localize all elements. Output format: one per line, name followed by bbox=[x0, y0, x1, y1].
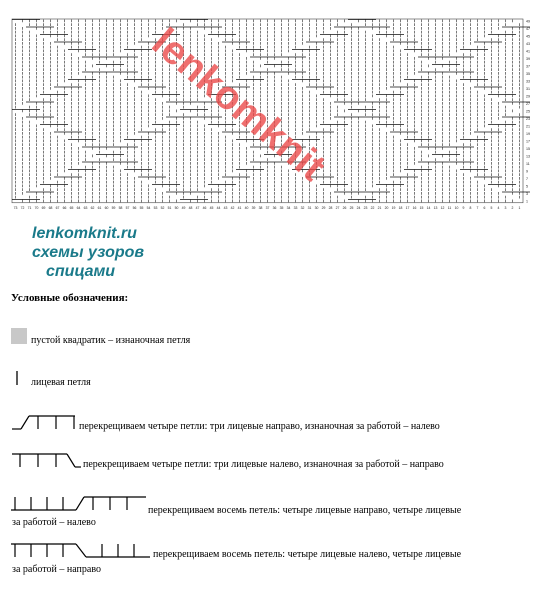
column-number-label: 8 bbox=[469, 205, 472, 210]
column-number-label: 36 bbox=[272, 205, 277, 210]
legend-title: Условные обозначения: bbox=[11, 292, 129, 304]
legend-text-cross-8-right-cont: за работой – налево bbox=[12, 517, 96, 528]
cross-8-left-icon bbox=[10, 541, 155, 559]
row-number-label: 9 bbox=[526, 169, 528, 174]
row-number-label: 39 bbox=[526, 57, 530, 61]
row-number-label: 27 bbox=[526, 102, 530, 106]
column-number-label: 44 bbox=[216, 205, 221, 210]
column-number-label: 4 bbox=[497, 205, 500, 210]
row-number-label: 23 bbox=[526, 117, 530, 121]
column-number-label: 19 bbox=[391, 205, 396, 210]
brand-subtitle: схемы узоров bbox=[32, 244, 145, 261]
row-number-label: 37 bbox=[526, 64, 530, 69]
row-number-label: 21 bbox=[526, 124, 530, 129]
column-number-label: 15 bbox=[419, 205, 424, 210]
column-number-label: 45 bbox=[209, 205, 214, 210]
row-number-label: 25 bbox=[526, 109, 530, 114]
row-number-label: 5 bbox=[526, 184, 528, 189]
column-number-label: 62 bbox=[90, 205, 95, 210]
column-number-label: 61 bbox=[97, 205, 102, 210]
column-number-label: 69 bbox=[41, 205, 46, 210]
row-number-label: 17 bbox=[526, 139, 530, 144]
column-number-label: 25 bbox=[349, 205, 354, 210]
brand-url: lenkomknit.ru bbox=[32, 225, 137, 242]
column-number-label: 53 bbox=[153, 205, 158, 210]
column-number-label: 33 bbox=[293, 205, 298, 210]
cross-4-left-icon bbox=[11, 451, 81, 469]
column-number-label: 48 bbox=[188, 205, 193, 210]
row-number-label: 15 bbox=[526, 147, 530, 151]
column-number-label: 11 bbox=[447, 205, 452, 210]
column-number-label: 29 bbox=[321, 205, 326, 210]
column-number-label: 43 bbox=[223, 205, 228, 210]
row-number-label: 13 bbox=[526, 154, 530, 159]
row-number-label: 19 bbox=[526, 132, 530, 136]
column-number-label: 39 bbox=[251, 205, 256, 210]
column-number-label: 26 bbox=[342, 205, 347, 210]
column-number-label: 34 bbox=[286, 205, 291, 210]
column-number-label: 20 bbox=[384, 205, 389, 210]
column-number-label: 38 bbox=[258, 205, 263, 210]
purl-square-icon bbox=[11, 328, 27, 344]
row-number-label: 29 bbox=[526, 94, 530, 99]
column-number-label: 10 bbox=[454, 205, 459, 210]
column-number-label: 18 bbox=[398, 205, 403, 210]
cross-8-right-icon bbox=[10, 494, 150, 512]
brand-subtitle-2: спицами bbox=[46, 263, 116, 280]
legend-text-cross-8-left-cont: за работой – направо bbox=[12, 564, 101, 575]
column-number-label: 28 bbox=[328, 205, 333, 210]
column-number-label: 24 bbox=[356, 205, 361, 210]
column-number-label: 52 bbox=[160, 205, 165, 210]
row-number-label: 47 bbox=[526, 27, 530, 31]
column-number-label: 3 bbox=[504, 205, 507, 210]
row-number-label: 35 bbox=[526, 72, 530, 76]
watermark-text: lenkomknit bbox=[143, 20, 334, 190]
column-number-label: 6 bbox=[483, 205, 486, 210]
column-number-label: 63 bbox=[83, 205, 88, 210]
row-number-label: 7 bbox=[526, 177, 528, 181]
column-number-label: 49 bbox=[181, 205, 186, 210]
row-number-label: 33 bbox=[526, 79, 530, 84]
column-number-label: 47 bbox=[195, 205, 200, 210]
knit-stitch-icon bbox=[12, 370, 22, 386]
column-number-label: 17 bbox=[405, 205, 410, 210]
column-number-label: 64 bbox=[76, 205, 81, 210]
column-number-label: 73 bbox=[13, 205, 18, 210]
column-number-label: 1 bbox=[518, 205, 521, 210]
column-number-label: 41 bbox=[237, 205, 242, 210]
column-number-label: 5 bbox=[490, 205, 493, 210]
site-brand bbox=[32, 224, 144, 281]
column-number-label: 46 bbox=[202, 205, 207, 210]
column-number-label: 21 bbox=[377, 205, 382, 210]
column-number-label: 9 bbox=[462, 205, 465, 210]
legend-text-cross-8-left: перекрещиваем восемь петель: четыре лицевые налево, четыре лицевые bbox=[153, 549, 462, 560]
column-number-label: 31 bbox=[307, 205, 312, 210]
column-number-label: 30 bbox=[314, 205, 319, 210]
column-number-label: 7 bbox=[476, 205, 479, 210]
row-number-label: 3 bbox=[526, 192, 528, 196]
column-number-label: 51 bbox=[167, 205, 172, 210]
row-number-label: 31 bbox=[526, 87, 530, 91]
legend-text-cross-4-right: перекрещиваем четыре петли: три лицевые направо, изнаночная за работой – налево bbox=[79, 421, 440, 432]
row-number-label: 41 bbox=[526, 49, 530, 54]
column-number-label: 55 bbox=[139, 205, 144, 210]
column-number-label: 14 bbox=[426, 205, 431, 210]
column-number-label: 12 bbox=[440, 205, 445, 210]
column-number-label: 60 bbox=[104, 205, 109, 210]
legend-text-cross-8-right: перекрещиваем восемь петель: четыре лицевые направо, четыре лицевые bbox=[148, 505, 462, 516]
column-number-label: 23 bbox=[363, 205, 368, 210]
column-number-label: 13 bbox=[433, 205, 438, 210]
column-number-label: 57 bbox=[125, 205, 130, 210]
row-number-label: 1 bbox=[526, 199, 528, 204]
column-number-label: 54 bbox=[146, 205, 151, 210]
legend-text-knit: лицевая петля bbox=[31, 377, 91, 388]
column-number-label: 40 bbox=[244, 205, 249, 210]
column-number-label: 72 bbox=[20, 205, 25, 210]
column-number-label: 56 bbox=[132, 205, 137, 210]
column-number-label: 32 bbox=[300, 205, 305, 210]
column-number-label: 70 bbox=[34, 205, 39, 210]
column-number-label: 27 bbox=[335, 205, 340, 210]
column-number-label: 67 bbox=[55, 205, 60, 210]
legend-text-cross-4-left: перекрещиваем четыре петли: три лицевые налево, изнаночная за работой – направо bbox=[83, 459, 444, 470]
row-number-label: 45 bbox=[526, 34, 530, 39]
cross-4-right-icon bbox=[11, 413, 77, 431]
row-number-label: 43 bbox=[526, 42, 530, 46]
column-number-label: 68 bbox=[48, 205, 53, 210]
column-number-label: 66 bbox=[62, 205, 67, 210]
legend-text-purl: пустой квадратик – изнаночная петля bbox=[31, 335, 191, 346]
column-number-label: 2 bbox=[511, 205, 514, 210]
column-number-label: 65 bbox=[69, 205, 74, 210]
row-number-label: 11 bbox=[526, 162, 530, 166]
column-number-label: 35 bbox=[279, 205, 284, 210]
column-number-label: 22 bbox=[370, 205, 375, 210]
column-number-label: 58 bbox=[118, 205, 123, 210]
column-number-label: 16 bbox=[412, 205, 417, 210]
row-number-label: 49 bbox=[526, 19, 530, 24]
column-number-label: 71 bbox=[27, 205, 32, 210]
column-number-label: 59 bbox=[111, 205, 116, 210]
column-number-label: 50 bbox=[174, 205, 179, 210]
column-number-label: 37 bbox=[265, 205, 270, 210]
column-number-label: 42 bbox=[230, 205, 235, 210]
